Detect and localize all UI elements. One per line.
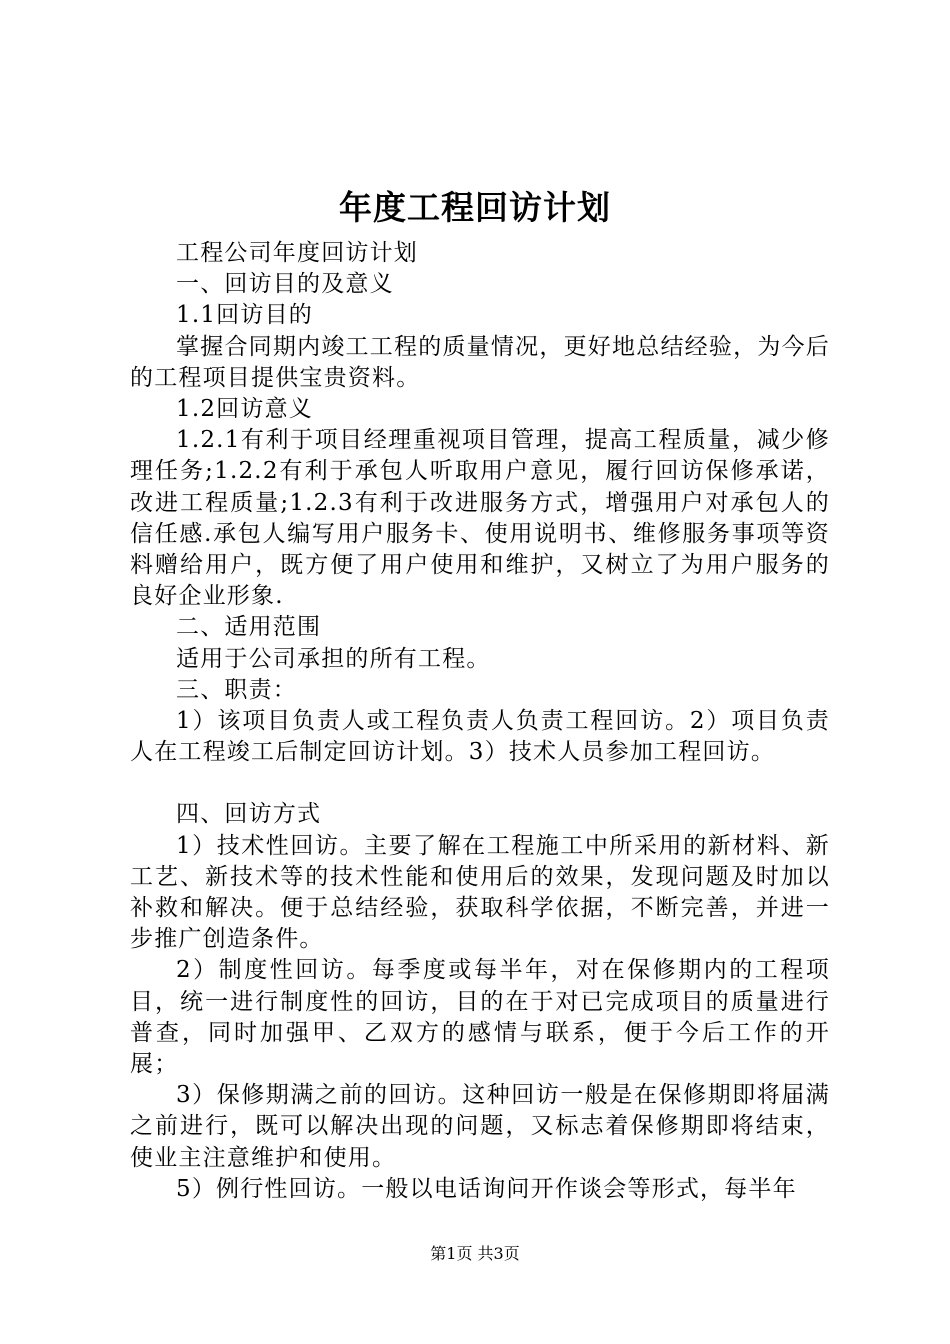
- heading-section-4: 四、回访方式: [176, 801, 322, 828]
- heading-section-2: 二、适用范围: [176, 614, 322, 641]
- paragraph-method-3: 3）保修期满之前的回访。这种回访一般是在保修期即将届满之前进行，既可以解决出现的问题，又标志着保修期即将结束，使业主注意维护和使用。: [130, 1082, 830, 1171]
- heading-1-2: 1.2回访意义: [176, 396, 313, 423]
- paragraph-method-2: 2）制度性回访。每季度或每半年，对在保修期内的工程项目，统一进行制度性的回访，目的在于对已完成项目的质量进行普查，同时加强甲、乙双方的感情与联系，便于今后工作的开展；: [130, 957, 830, 1078]
- page-number-footer: 第1页 共3页: [430, 1244, 520, 1263]
- paragraph-1-1: 掌握合同期内竣工工程的质量情况，更好地总结经验，为今后的工程项目提供宝贵资料。: [130, 333, 830, 391]
- document-title: 年度工程回访计划: [339, 188, 611, 227]
- heading-1-1: 1.1回访目的: [176, 302, 313, 329]
- document-body: [130, 238, 830, 1205]
- paragraph-scope: 适用于公司承担的所有工程。: [176, 645, 491, 672]
- heading-section-3: 三、职责：: [176, 676, 297, 703]
- paragraph-method-1: 1）技术性回访。主要了解在工程施工中所采用的新材料、新工艺、新技术等的技术性能和使用后的效果，发现问题及时加以补救和解决。便于总结经验，获取科学依据，不断完善，并进一步推广创造条件。: [130, 832, 830, 953]
- paragraph-1-2: 1.2.1有利于项目经理重视项目管理，提高工程质量，减少修理任务;1.2.2有利于承包人听取用户意见，履行回访保修承诺，改进工程质量;1.2.3有利于改进服务方式，增强用户对承包人的信任感.承包人编写用户服务卡、使用说明书、维修服务事项等资料赠给用户，既方便了用户使用和维护，又树立了为用户服务的良好企业形象.: [130, 427, 830, 610]
- paragraph-method-5: 5）例行性回访。一般以电话询问开作谈会等形式，每半年: [176, 1175, 797, 1202]
- heading-section-1: 一、回访目的及意义: [176, 271, 394, 298]
- paragraph-duties: 1）该项目负责人或工程负责人负责工程回访。2）项目负责人在工程竣工后制定回访计划。3）技术人员参加工程回访。: [130, 708, 830, 766]
- paragraph-subtitle: 工程公司年度回访计划: [176, 240, 418, 266]
